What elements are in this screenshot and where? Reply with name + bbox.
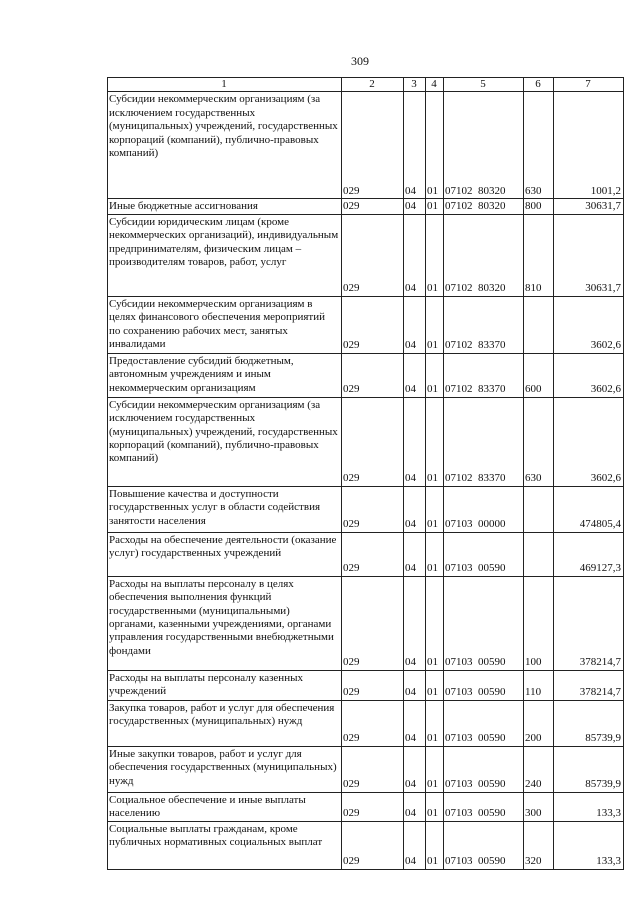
row-expense-type: 200: [524, 700, 554, 746]
row-name: Субсидии некоммерческим организациям (за исключением государственных (муниципальных) учреждений, государственных корпораций (компаний), публично-правовых компаний): [108, 92, 342, 199]
row-target-article: 07103 00590: [444, 700, 524, 746]
row-expense-type: 240: [524, 746, 554, 792]
header-col-3: 3: [404, 78, 426, 92]
header-col-5: 5: [444, 78, 524, 92]
row-section: 04: [404, 576, 426, 670]
table-row: [108, 792, 624, 821]
row-grbs: 029: [342, 700, 404, 746]
row-subsection: 01: [426, 576, 444, 670]
row-grbs: 029: [342, 214, 404, 296]
row-target-article: 07102 83370: [444, 353, 524, 397]
row-sum: 3602,6: [554, 353, 624, 397]
row-name: Субсидии юридическим лицам (кроме некоммерческих организаций), индивидуальным предпринимателям, физическим лицам – производителям товаров, работ, услуг: [108, 214, 342, 296]
row-grbs: 029: [342, 92, 404, 199]
row-sum: 3602,6: [554, 397, 624, 486]
row-name: Социальное обеспечение и иные выплаты населению: [108, 792, 342, 821]
row-subsection: 01: [426, 296, 444, 353]
row-section: 04: [404, 92, 426, 199]
table-row: [108, 353, 624, 397]
row-expense-type: [524, 296, 554, 353]
row-expense-type: 110: [524, 670, 554, 700]
row-grbs: 029: [342, 353, 404, 397]
table-row: [108, 199, 624, 214]
row-expense-type: 630: [524, 397, 554, 486]
table-row: [108, 576, 624, 670]
row-expense-type: [524, 532, 554, 576]
row-expense-type: 810: [524, 214, 554, 296]
row-subsection: 01: [426, 92, 444, 199]
row-sum: 30631,7: [554, 199, 624, 214]
table-row: [108, 670, 624, 700]
row-sum: 1001,2: [554, 92, 624, 199]
row-name: Расходы на выплаты персоналу в целях обеспечения выполнения функций государственными (муниципальными) органами, казенными учреждениями, органами управления государственными внебюджетными фондами: [108, 576, 342, 670]
budget-table: [107, 77, 624, 870]
row-target-article: 07103 00000: [444, 486, 524, 532]
row-name: Расходы на выплаты персоналу казенных учреждений: [108, 670, 342, 700]
row-grbs: 029: [342, 397, 404, 486]
row-section: 04: [404, 199, 426, 214]
row-expense-type: 300: [524, 792, 554, 821]
row-sum: 133,3: [554, 821, 624, 869]
row-subsection: 01: [426, 214, 444, 296]
header-col-4: 4: [426, 78, 444, 92]
table-row: [108, 821, 624, 869]
row-grbs: 029: [342, 486, 404, 532]
row-name: Социальные выплаты гражданам, кроме публичных нормативных социальных выплат: [108, 821, 342, 869]
row-sum: 85739,9: [554, 700, 624, 746]
row-sum: 3602,6: [554, 296, 624, 353]
row-subsection: 01: [426, 670, 444, 700]
row-target-article: 07103 00590: [444, 576, 524, 670]
row-section: 04: [404, 296, 426, 353]
row-target-article: 07103 00590: [444, 532, 524, 576]
row-expense-type: 630: [524, 92, 554, 199]
row-grbs: 029: [342, 199, 404, 214]
table-row: [108, 746, 624, 792]
row-sum: 469127,3: [554, 532, 624, 576]
row-subsection: 01: [426, 397, 444, 486]
table-row: [108, 532, 624, 576]
row-section: 04: [404, 670, 426, 700]
row-name: Расходы на обеспечение деятельности (оказание услуг) государственных учреждений: [108, 532, 342, 576]
row-section: 04: [404, 746, 426, 792]
row-name: Повышение качества и доступности государственных услуг в области содействия занятости населения: [108, 486, 342, 532]
row-target-article: 07103 00590: [444, 821, 524, 869]
row-section: 04: [404, 353, 426, 397]
row-name: Предоставление субсидий бюджетным, автономным учреждениям и иным некоммерческим организациям: [108, 353, 342, 397]
row-expense-type: [524, 486, 554, 532]
row-subsection: 01: [426, 700, 444, 746]
row-target-article: 07102 80320: [444, 214, 524, 296]
header-col-1: 1: [108, 78, 342, 92]
row-target-article: 07102 83370: [444, 397, 524, 486]
row-subsection: 01: [426, 353, 444, 397]
row-name: Субсидии некоммерческим организациям в целях финансового обеспечения мероприятий по сохранению рабочих мест, занятых инвалидами: [108, 296, 342, 353]
row-section: 04: [404, 214, 426, 296]
table-row: [108, 296, 624, 353]
row-grbs: 029: [342, 746, 404, 792]
row-name: Иные бюджетные ассигнования: [108, 199, 342, 214]
row-sum: 378214,7: [554, 576, 624, 670]
row-subsection: 01: [426, 486, 444, 532]
row-grbs: 029: [342, 670, 404, 700]
row-expense-type: 800: [524, 199, 554, 214]
header-col-6: 6: [524, 78, 554, 92]
row-subsection: 01: [426, 746, 444, 792]
table-row: [108, 92, 624, 199]
row-name: Закупка товаров, работ и услуг для обеспечения государственных (муниципальных) нужд: [108, 700, 342, 746]
row-target-article: 07102 80320: [444, 92, 524, 199]
header-col-2: 2: [342, 78, 404, 92]
row-target-article: 07102 83370: [444, 296, 524, 353]
row-target-article: 07103 00590: [444, 670, 524, 700]
row-sum: 30631,7: [554, 214, 624, 296]
row-sum: 133,3: [554, 792, 624, 821]
header-col-7: 7: [554, 78, 624, 92]
row-section: 04: [404, 792, 426, 821]
row-expense-type: 600: [524, 353, 554, 397]
row-subsection: 01: [426, 821, 444, 869]
row-subsection: 01: [426, 792, 444, 821]
row-grbs: 029: [342, 296, 404, 353]
row-section: 04: [404, 486, 426, 532]
row-grbs: 029: [342, 792, 404, 821]
row-section: 04: [404, 397, 426, 486]
page-number: 309: [351, 54, 369, 68]
row-subsection: 01: [426, 199, 444, 214]
row-name: Субсидии некоммерческим организациям (за исключением государственных (муниципальных) учреждений, государственных корпораций (компаний), публично-правовых компаний): [108, 397, 342, 486]
table-row: [108, 486, 624, 532]
row-section: 04: [404, 821, 426, 869]
row-grbs: 029: [342, 576, 404, 670]
row-sum: 85739,9: [554, 746, 624, 792]
row-grbs: 029: [342, 821, 404, 869]
row-expense-type: 320: [524, 821, 554, 869]
row-grbs: 029: [342, 532, 404, 576]
row-section: 04: [404, 700, 426, 746]
row-target-article: 07103 00590: [444, 792, 524, 821]
row-sum: 474805,4: [554, 486, 624, 532]
table-row: [108, 700, 624, 746]
table-row: [108, 214, 624, 296]
row-subsection: 01: [426, 532, 444, 576]
row-target-article: 07102 80320: [444, 199, 524, 214]
row-sum: 378214,7: [554, 670, 624, 700]
row-name: Иные закупки товаров, работ и услуг для обеспечения государственных (муниципальных) нужд: [108, 746, 342, 792]
row-section: 04: [404, 532, 426, 576]
row-expense-type: 100: [524, 576, 554, 670]
table-row: [108, 397, 624, 486]
header-row: [108, 78, 624, 92]
row-target-article: 07103 00590: [444, 746, 524, 792]
